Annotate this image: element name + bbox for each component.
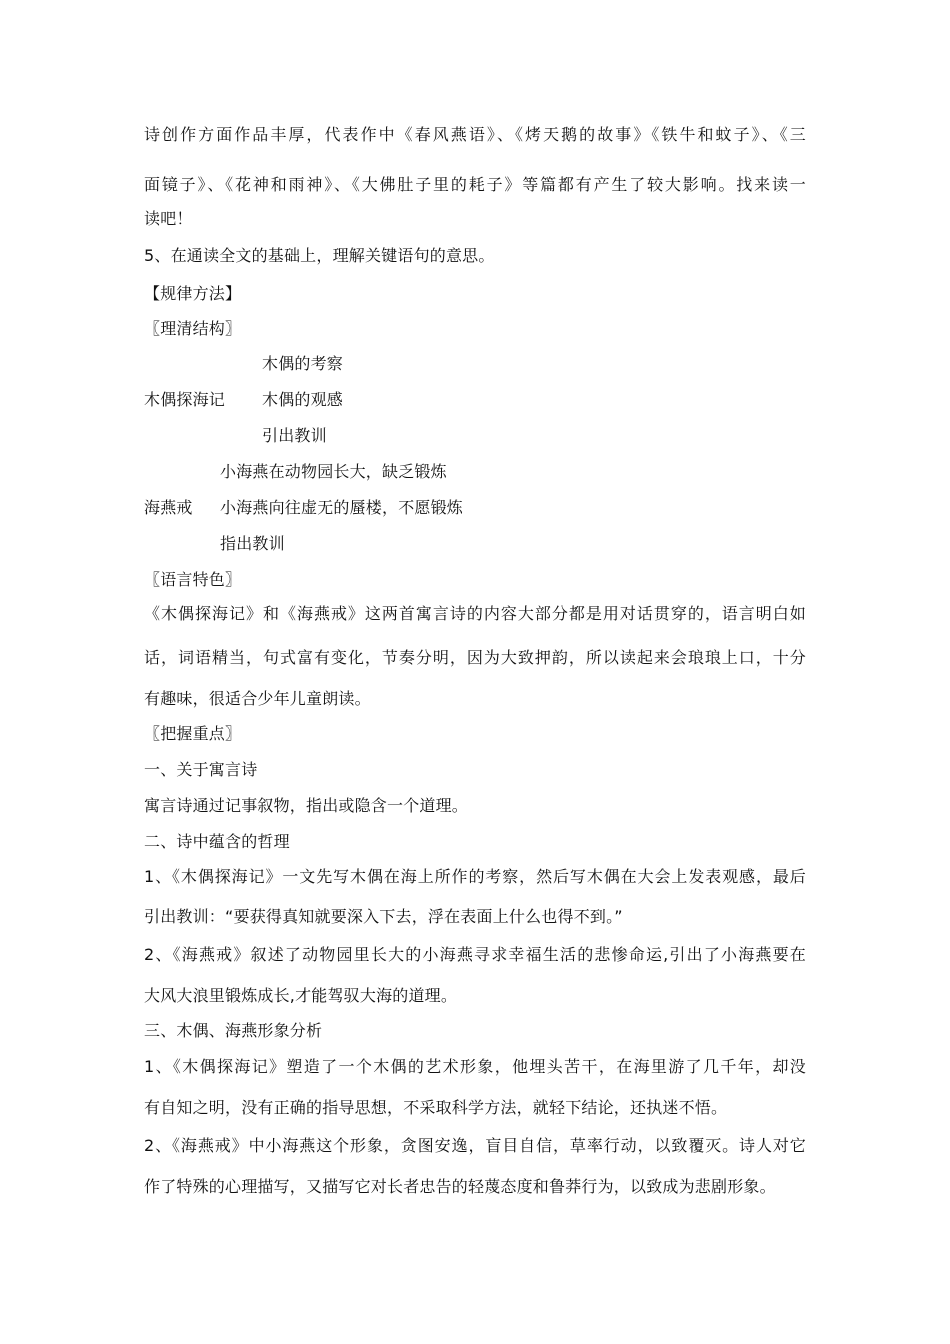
keypoint-3-title: 三、木偶、海燕形象分析 (144, 1021, 323, 1040)
poem2-point-3: 指出教训 (220, 534, 285, 553)
section-rule-heading: 【规律方法】 (144, 284, 242, 303)
language-heading: 〖语言特色〗 (144, 570, 242, 589)
keypoint-3-para-2b: 作了特殊的心理描写，又描写它对长者忠告的轻蔑态度和鲁莽行为，以致成为悲剧形象。 (144, 1177, 776, 1196)
poem2-point-1: 小海燕在动物园长大，缺乏锻炼 (220, 462, 447, 481)
keypoint-1-text: 寓言诗通过记事叙物，指出或隐含一个道理。 (144, 796, 469, 815)
poem2-point-2: 小海燕向往虚无的蜃楼，不愿锻炼 (220, 498, 464, 517)
keypoint-1-title: 一、关于寓言诗 (144, 760, 258, 779)
item-5: 5、在通读全文的基础上，理解关键语句的意思。 (144, 246, 495, 265)
intro-line-1: 诗创作方面作品丰厚，代表作中《春风燕语》、《烤天鹅的故事》《铁牛和蚊子》、《三 (144, 125, 806, 144)
language-line-1: 《木偶探海记》和《海燕戒》这两首寓言诗的内容大部分都是用对话贯穿的，语言明白如 (144, 604, 806, 623)
poem1-point-1: 木偶的考察 (262, 354, 344, 373)
intro-line-2: 面镜子》、《花神和雨神》、《大佛肚子里的耗子》等篇都有产生了较大影响。找来读一 (144, 175, 806, 194)
intro-line-3: 读吧！ (144, 209, 193, 228)
keypoint-2-para-2b: 大风大浪里锻炼成长,才能驾驭大海的道理。 (144, 986, 458, 1005)
keypoint-2-title: 二、诗中蕴含的哲理 (144, 832, 290, 851)
poem1-point-3: 引出教训 (262, 426, 327, 445)
keypoints-heading: 〖把握重点〗 (144, 724, 242, 743)
structure-heading: 〖理清结构〗 (144, 319, 242, 338)
keypoint-3-para-2a: 2、《海燕戒》中小海燕这个形象，贪图安逸，盲目自信，草率行动，以致覆灭。诗人对它 (144, 1136, 806, 1155)
language-line-2: 话，词语精当，句式富有变化，节奏分明，因为大致押韵，所以读起来会琅琅上口，十分 (144, 648, 806, 667)
language-line-3: 有趣味，很适合少年儿童朗读。 (144, 689, 371, 708)
poem1-title: 木偶探海记 (144, 390, 226, 409)
keypoint-3-para-1b: 有自知之明，没有正确的指导思想，不采取科学方法，就轻下结论，还执迷不悟。 (144, 1098, 728, 1117)
poem2-title: 海燕戒 (144, 498, 193, 517)
keypoint-2-para-2a: 2、《海燕戒》叙述了动物园里长大的小海燕寻求幸福生活的悲惨命运,引出了小海燕要在 (144, 945, 806, 964)
keypoint-2-para-1a: 1、《木偶探海记》一文先写木偶在海上所作的考察，然后写木偶在大会上发表观感，最后 (144, 867, 806, 886)
poem1-point-2: 木偶的观感 (262, 390, 344, 409)
keypoint-2-para-1b: 引出教训：“要获得真知就要深入下去，浮在表面上什么也得不到。” (144, 907, 623, 926)
keypoint-3-para-1a: 1、《木偶探海记》塑造了一个木偶的艺术形象，他埋头苦干，在海里游了几千年，却没 (144, 1057, 806, 1076)
